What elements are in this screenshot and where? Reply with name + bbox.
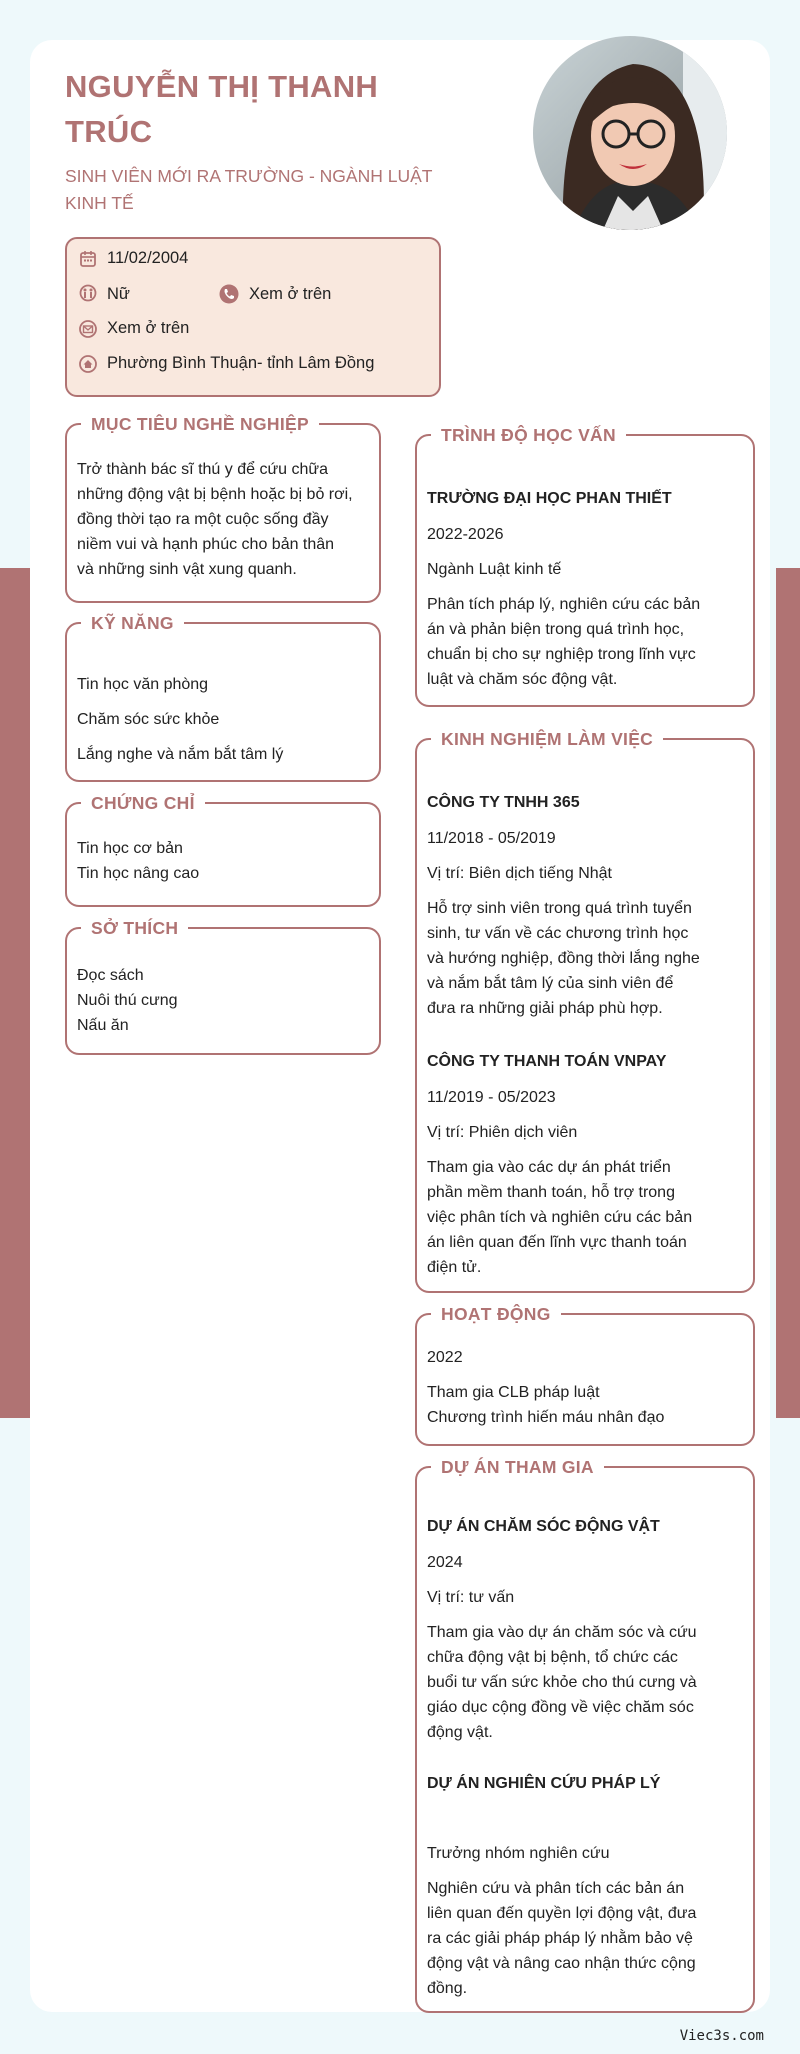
objective-line: niềm vui và hạnh phúc cho bản thân [77, 536, 335, 553]
section-projects [415, 1457, 755, 2013]
hobby-item: Nuôi thú cưng [77, 992, 178, 1009]
education-desc-line: chuẩn bị cho sự nghiệp trong lĩnh vực [427, 646, 696, 663]
section-activities [415, 1304, 755, 1446]
job-company: CÔNG TY TNHH 365 [427, 794, 580, 811]
section-title-objective: MỤC TIÊU NGHỀ NGHIỆP [81, 411, 319, 437]
avatar [533, 36, 727, 230]
certificate-item: Tin học nâng cao [77, 865, 200, 882]
project-description [427, 1876, 743, 2001]
watermark: Viec3s.com [679, 2028, 764, 2044]
email-icon [79, 320, 97, 338]
job-desc-line: việc phân tích và nghiên cứu các bản [427, 1209, 693, 1226]
section-education [415, 425, 755, 707]
section-skills [65, 613, 381, 782]
job-period: 11/2019 - 05/2023 [427, 1089, 556, 1106]
birthday-value: 11/02/2004 [107, 249, 189, 267]
email-value: Xem ở trên [107, 319, 190, 337]
job-title-line-1: SINH VIÊN MỚI RA TRƯỜNG - NGÀNH LUẬT [65, 166, 433, 186]
job-company: CÔNG TY THANH TOÁN VNPAY [427, 1053, 667, 1070]
objective-line: Trở thành bác sĩ thú y để cứu chữa [77, 461, 328, 478]
section-title-certificates: CHỨNG CHỈ [81, 790, 205, 816]
phone-row [219, 284, 331, 304]
project-desc-line: chữa động vật bị bệnh, tổ chức các [427, 1649, 678, 1666]
address-value: Phường Bình Thuận- tỉnh Lâm Đồng [107, 354, 375, 372]
home-icon [79, 355, 97, 373]
section-certificates [65, 793, 381, 907]
section-title-skills: KỸ NĂNG [81, 610, 184, 636]
hobby-item: Đọc sách [77, 967, 144, 984]
project-role: Trưởng nhóm nghiên cứu [427, 1845, 610, 1862]
activity-year: 2022 [427, 1349, 463, 1366]
activity-item: Tham gia CLB pháp luật [427, 1384, 600, 1401]
project-desc-line: giáo dục cộng đồng về việc chăm sóc [427, 1699, 694, 1716]
job-desc-line: phần mềm thanh toán, hỗ trợ trong [427, 1184, 675, 1201]
education-major: Ngành Luật kinh tế [427, 561, 562, 578]
project-desc-line: đồng. [427, 1980, 468, 1997]
objective-line: đồng thời tạo ra một cuộc sống đầy [77, 511, 329, 528]
decor-band-right [776, 568, 800, 1418]
project-name: DỰ ÁN NGHIÊN CỨU PHÁP LÝ [427, 1775, 661, 1792]
job-description [427, 1155, 743, 1280]
section-title-projects: DỰ ÁN THAM GIA [431, 1454, 604, 1480]
education-description [427, 592, 743, 692]
project-year: 2024 [427, 1554, 463, 1571]
objective-line: và những sinh vật xung quanh. [77, 561, 297, 578]
job-title-line-2: KINH TẾ [65, 193, 134, 213]
full-name [65, 64, 435, 154]
job-description [427, 896, 743, 1021]
full-name-line-2: TRÚC [65, 114, 153, 149]
objective-text [77, 457, 371, 582]
section-objective [65, 414, 381, 603]
full-name-line-1: NGUYỄN THỊ THANH [65, 69, 379, 104]
education-period: 2022-2026 [427, 526, 504, 543]
education-desc-line: án và phản biện trong quá trình học, [427, 621, 685, 638]
email-row [79, 319, 189, 338]
project-role: Vị trí: tư vấn [427, 1589, 515, 1606]
job-desc-line: đưa ra những giải pháp phù hợp. [427, 1000, 663, 1017]
job-desc-line: và nắm bắt tâm lý của sinh viên để [427, 975, 674, 992]
project-name: DỰ ÁN CHĂM SÓC ĐỘNG VẬT [427, 1518, 660, 1535]
job-position: Vị trí: Phiên dịch viên [427, 1124, 578, 1141]
job-desc-line: Tham gia vào các dự án phát triển [427, 1159, 671, 1176]
project-desc-line: động vật và nâng cao nhận thức cộng [427, 1955, 696, 1972]
project-desc-line: Nghiên cứu và phân tích các bản án [427, 1880, 685, 1897]
school-name: TRƯỜNG ĐẠI HỌC PHAN THIẾT [427, 490, 672, 507]
section-experience [415, 729, 755, 1293]
job-desc-line: điện tử. [427, 1259, 482, 1276]
hobby-item: Nấu ăn [77, 1017, 129, 1034]
skill-item: Tin học văn phòng [77, 676, 209, 693]
project-desc-line: Tham gia vào dự án chăm sóc và cứu [427, 1624, 697, 1641]
personal-info-box [65, 237, 441, 397]
section-title-hobbies: SỞ THÍCH [81, 915, 188, 941]
section-hobbies [65, 918, 381, 1055]
phone-value: Xem ở trên [249, 284, 332, 303]
job-desc-line: án liên quan đến lĩnh vực thanh toán [427, 1234, 687, 1251]
education-desc-line: Phân tích pháp lý, nghiên cứu các bản [427, 596, 701, 613]
birthday-row [79, 249, 188, 268]
project-desc-line: liên quan đến quyền lợi động vật, đưa [427, 1905, 697, 1922]
education-desc-line: luật và chăm sóc động vật. [427, 671, 618, 688]
project-desc-line: buổi tư vấn sức khỏe cho thú cưng và [427, 1674, 697, 1691]
objective-line: những động vật bị bệnh hoặc bị bỏ rơi, [77, 486, 353, 503]
section-title-education: TRÌNH ĐỘ HỌC VẤN [431, 422, 626, 448]
job-desc-line: sinh, tư vấn về các chương trình học [427, 925, 689, 942]
phone-icon [219, 284, 239, 304]
address-row [79, 354, 374, 373]
skill-item: Lắng nghe và nắm bắt tâm lý [77, 746, 284, 763]
project-description [427, 1620, 743, 1745]
calendar-icon [79, 250, 97, 268]
job-desc-line: và hướng nghiệp, đồng thời lắng nghe [427, 950, 700, 967]
certificate-item: Tin học cơ bản [77, 840, 183, 857]
gender-value: Nữ [107, 284, 130, 303]
job-position: Vị trí: Biên dịch tiếng Nhật [427, 865, 612, 882]
job-title [65, 163, 455, 217]
skill-item: Chăm sóc sức khỏe [77, 711, 220, 728]
job-desc-line: Hỗ trợ sinh viên trong quá trình tuyển [427, 900, 692, 917]
project-desc-line: ra các giải pháp pháp lý nhằm bảo vệ [427, 1930, 693, 1947]
job-period: 11/2018 - 05/2019 [427, 830, 556, 847]
activity-item: Chương trình hiến máu nhân đạo [427, 1409, 665, 1426]
gender-icon [79, 284, 97, 304]
project-desc-line: động vật. [427, 1724, 493, 1741]
decor-band-left [0, 568, 30, 1418]
gender-row [79, 284, 130, 304]
section-title-activities: HOẠT ĐỘNG [431, 1301, 561, 1327]
section-title-experience: KINH NGHIỆM LÀM VIỆC [431, 726, 663, 752]
